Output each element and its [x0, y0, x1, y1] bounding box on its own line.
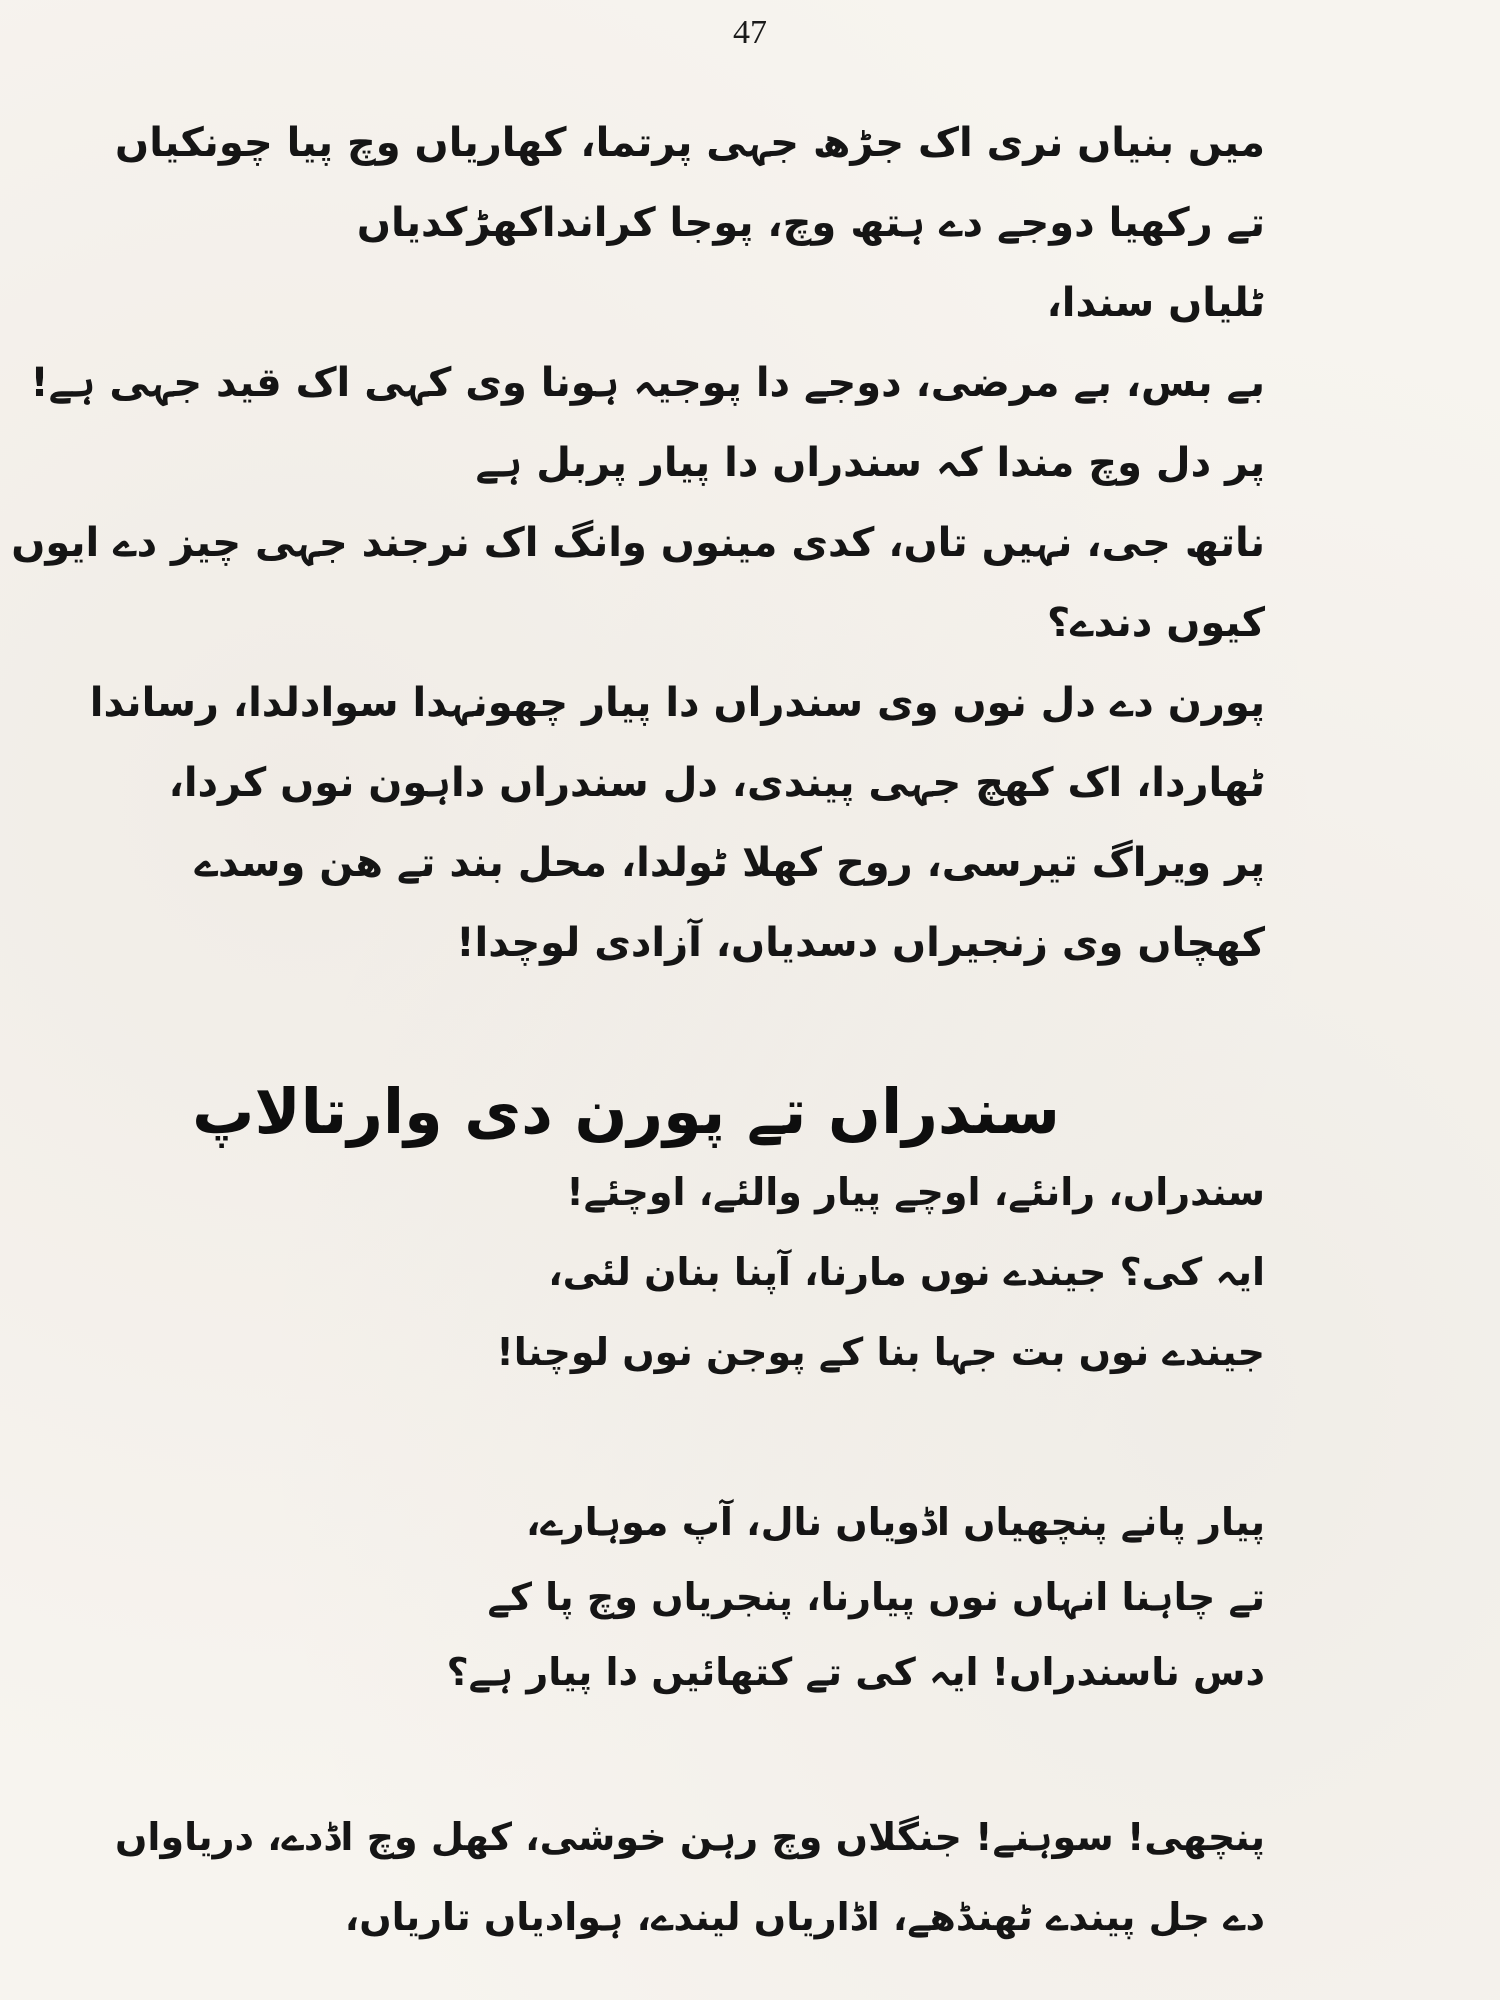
text-line: تے چاہنا انہاں نوں پیارنا، پنجریاں وچ پا کے: [487, 1575, 1265, 1619]
text-line: پورن دے دل نوں وی سندراں دا پیار چھونہدا سوادلدا، رساندا: [89, 680, 1265, 726]
text-line: پر ویراگ تیرسی، روح کھلا ٹولدا، محل بند تے ھن وسدے: [194, 840, 1265, 886]
text-line: دے جل پیندے ٹھنڈھے، اڈاریاں لیندے، ہوادیاں تاریاں،: [344, 1895, 1265, 1939]
text-line: دس ناسندراں! ایہ کی تے کتھائیں دا پیار ہے؟: [446, 1650, 1265, 1694]
text-line: ٹلیاں سندا،: [1046, 280, 1265, 326]
poem-stanza-3: [65, 1815, 1265, 1985]
prose-block: [11, 120, 1265, 1020]
text-line: پر دل وچ مندا کہ سندراں دا پیار پربل ہے: [475, 440, 1265, 486]
text-line: میں بنیاں نری اک جڑھ جہی پرتما، کھاریاں وچ پیا چونکیاں: [115, 120, 1265, 166]
text-line: جیندے نوں بت جہا بنا کے پوجن نوں لوچنا!: [496, 1330, 1265, 1374]
poem-stanza-2: [165, 1500, 1265, 1720]
text-line: کھچاں وی زنجیراں دسدیاں، آزادی لوچدا!: [456, 920, 1265, 966]
section-heading: سندراں تے پورن دی وارتالاپ: [192, 1075, 1060, 1148]
poem-stanza-1: [165, 1170, 1265, 1430]
text-line: سندراں، رانئے، اوچے پیار والئے، اوچئے!: [566, 1170, 1265, 1214]
text-line: پیار پانے پنچھیاں اڈویاں نال، آپ موہارے،: [526, 1500, 1265, 1544]
text-line: پنچھی! سوہنے! جنگلاں وچ رہن خوشی، کھل وچ اڈدے، دریاواں: [114, 1815, 1265, 1859]
text-line: تے رکھیا دوجے دے ہتھ وچ، پوجا کرانداکھڑکدیاں: [356, 200, 1265, 246]
page-number: 47: [733, 14, 767, 51]
text-line: ناتھ جی، نہیں تاں، کدی مینوں وانگ اک نرجند جہی چیز دے ایوں: [11, 520, 1265, 566]
text-line: ٹھاردا، اک کھچ جہی پیندی، دل سندراں داہون نوں کردا،: [168, 760, 1265, 806]
text-line: کیوں دندے؟: [1046, 600, 1265, 646]
text-line: بے بس، بے مرضی، دوجے دا پوجیہ ہونا وی کہی اک قید جہی ہے!: [30, 360, 1265, 406]
text-line: ایہ کی؟ جیندے نوں مارنا، آپنا بنان لئی،: [548, 1250, 1265, 1294]
